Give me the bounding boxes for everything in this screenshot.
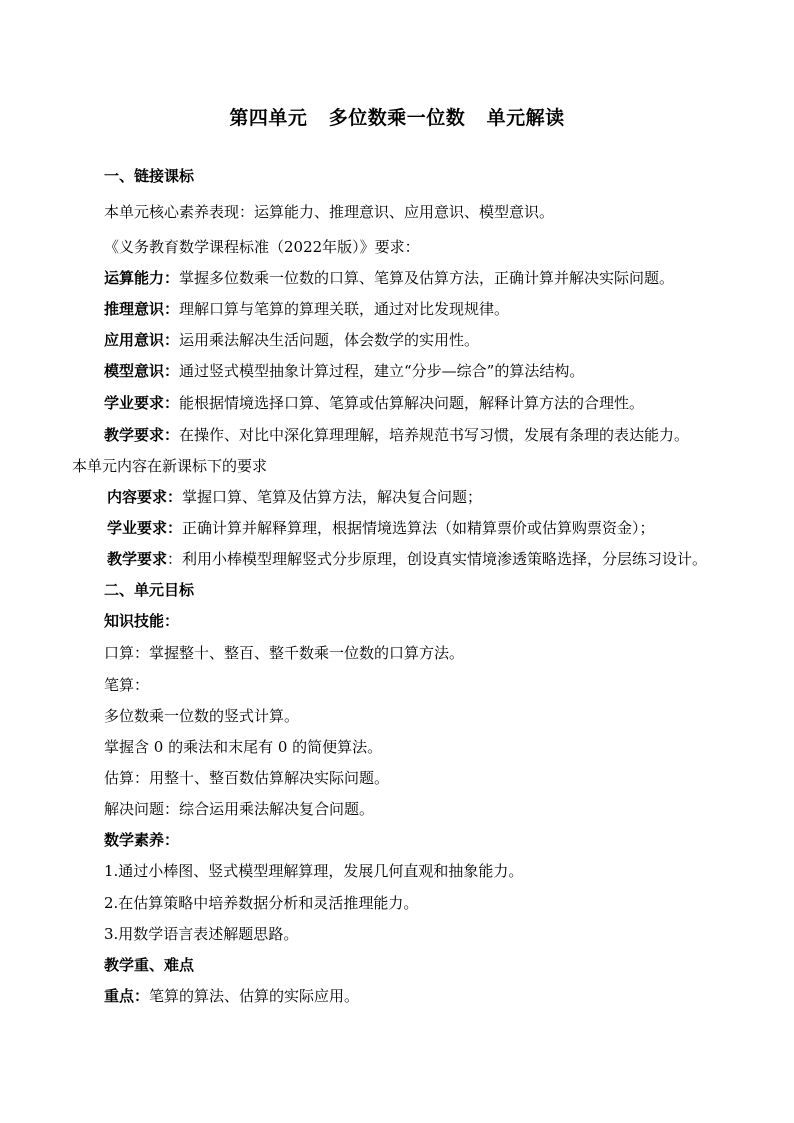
requirement-xueye bbox=[104, 393, 644, 413]
gusuan-line: 估算：用整十、整百数估算解决实际问题。 bbox=[104, 769, 390, 787]
requirement-jiaoxue bbox=[104, 425, 689, 445]
page-title: 第四单元 多位数乘一位数 单元解读 bbox=[229, 107, 565, 129]
math-literacy-heading: 数学素养： bbox=[104, 831, 180, 849]
knowledge-skills-heading: 知识技能： bbox=[104, 612, 180, 630]
key-point-label: 重点： bbox=[104, 987, 150, 1005]
requirement-label: 内容要求： bbox=[107, 488, 183, 506]
requirement-tuili bbox=[104, 299, 509, 319]
requirement-yunsuan bbox=[104, 268, 674, 288]
requirement-text: ：利用小棒模型理解竖式分步原理，创设真实情境渗透策略选择，分层练习设计。 bbox=[167, 550, 708, 568]
literacy-item-2: 2.在估算策略中培养数据分析和灵活推理能力。 bbox=[104, 894, 419, 912]
requirement-moxing bbox=[104, 361, 584, 381]
kousuan-line: 口算：掌握整十、整百、整千数乘一位数的口算方法。 bbox=[104, 644, 465, 662]
key-point-line bbox=[104, 986, 359, 1006]
requirement-text: 运用乘法解决生活问题，体会数学的实用性。 bbox=[179, 331, 480, 349]
requirement-label: 教学要求 bbox=[107, 550, 168, 568]
jiejue-line: 解决问题：综合运用乘法解决复合问题。 bbox=[104, 800, 375, 818]
requirement-label: 模型意识： bbox=[104, 362, 180, 380]
requirement-text: 通过竖式模型抽象计算过程，建立“分步—综合”的算法结构。 bbox=[179, 362, 585, 380]
standard-title-line: 《义务教育数学课程标准（2022年版）》要求： bbox=[104, 238, 420, 256]
requirement-label: 推理意识： bbox=[104, 300, 180, 318]
section-heading-unit-goals: 二、单元目标 bbox=[104, 581, 195, 599]
bisuan-line-1: 多位数乘一位数的竖式计算。 bbox=[104, 707, 300, 725]
requirement-label: 学业要求： bbox=[104, 394, 180, 412]
requirement-text: 在操作、对比中深化算理理解，培养规范书写习惯，发展有条理的表达能力。 bbox=[179, 426, 690, 444]
requirement-label: 运算能力： bbox=[104, 269, 180, 287]
requirement-text: 正确计算并解释算理，根据情境选算法（如精算票价或估算购票资金）； bbox=[182, 519, 655, 537]
requirement-yingyong bbox=[104, 330, 479, 350]
bisuan-line-2: 掌握含 0 的乘法和末尾有 0 的简便算法。 bbox=[104, 738, 383, 756]
requirement-label: 应用意识： bbox=[104, 331, 180, 349]
key-difficult-heading: 教学重、难点 bbox=[104, 956, 195, 974]
requirement-text: 掌握多位数乘一位数的口算、笔算及估算方法，正确计算并解决实际问题。 bbox=[179, 269, 675, 287]
section-heading-link-standards: 一、链接课标 bbox=[104, 167, 195, 185]
requirement-text: 能根据情境选择口算、笔算或估算解决问题，解释计算方法的合理性。 bbox=[179, 394, 645, 412]
core-literacy-line: 本单元核心素养表现：运算能力、推理意识、应用意识、模型意识。 bbox=[104, 203, 555, 221]
requirement-text: 掌握口算、笔算及估算方法，解决复合问题； bbox=[182, 488, 483, 506]
requirement-label: 学业要求： bbox=[107, 519, 183, 537]
new-standard-line: 本单元内容在新课标下的要求 bbox=[72, 457, 268, 475]
key-point-text: 笔算的算法、估算的实际应用。 bbox=[149, 987, 360, 1005]
literacy-item-1: 1.通过小棒图、竖式模型理解算理，发展几何直观和抽象能力。 bbox=[104, 862, 524, 880]
requirement-neirong bbox=[107, 487, 482, 507]
bisuan-label: 笔算： bbox=[104, 676, 150, 694]
requirement-text: 理解口算与笔算的算理关联，通过对比发现规律。 bbox=[179, 300, 510, 318]
requirement-jiaoxue-2 bbox=[107, 549, 707, 569]
requirement-xueye-2 bbox=[107, 518, 655, 538]
literacy-item-3: 3.用数学语言表述解题思路。 bbox=[104, 925, 299, 943]
requirement-label: 教学要求： bbox=[104, 426, 180, 444]
